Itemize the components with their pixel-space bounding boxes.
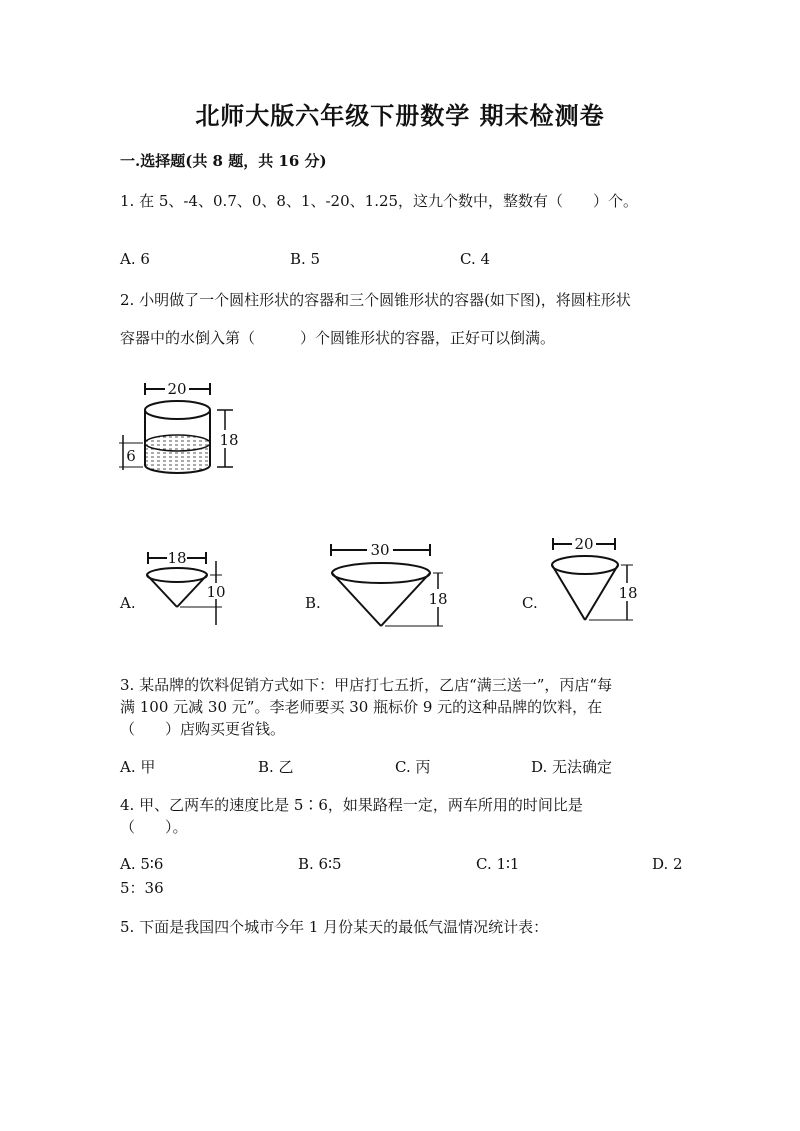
question-3-line-3: （ ）店购买更省钱。 (120, 720, 286, 738)
section-heading: 一.选择题(共 8 题，共 16 分) (120, 152, 327, 170)
q3-option-b: B. 乙 (258, 758, 294, 776)
cylinder-water-label: 6 (126, 447, 136, 465)
cylinder-diameter-label: 20 (167, 380, 187, 398)
page-title: 北师大版六年级下册数学 期末检测卷 (195, 101, 605, 130)
q4-option-d: D. 2 (652, 855, 683, 873)
q4-option-b: B. 6∶5 (298, 855, 342, 873)
q2-option-c: C. (522, 594, 538, 612)
cone-a-height-label: 10 (206, 583, 226, 601)
cone-a-figure (140, 545, 240, 630)
cone-b-height-label: 18 (428, 590, 448, 608)
q4-option-d-continued: 5：36 (120, 879, 164, 897)
cone-b-diameter-label: 30 (370, 541, 390, 559)
q1-option-b: B. 5 (290, 250, 321, 268)
question-1-text: 1. 在 5、-4、0.7、0、8、1、-20、1.25，这九个数中，整数有（ ）个。 (120, 192, 639, 210)
question-4-line-2: （ ）。 (120, 818, 188, 836)
question-3-line-1: 3. 某品牌的饮料促销方式如下：甲店打七五折，乙店“满三送一”，丙店“每 (120, 676, 613, 694)
question-5-text: 5. 下面是我国四个城市今年 1 月份某天的最低气温情况统计表： (120, 918, 549, 936)
cone-c-height-label: 18 (618, 584, 638, 602)
cone-b-figure (325, 538, 455, 633)
cylinder-figure (115, 375, 255, 485)
cone-a-diameter-label: 18 (167, 549, 187, 567)
q4-option-a: A. 5∶6 (120, 855, 164, 873)
question-3-line-2: 满 100 元减 30 元”。李老师要买 30 瓶标价 9 元的这种品牌的饮料，在 (120, 698, 603, 716)
q4-option-c: C. 1∶1 (476, 855, 520, 873)
question-4-line-1: 4. 甲、乙两车的速度比是 5∶6，如果路程一定，两车所用的时间比是 (120, 796, 583, 814)
q2-option-a: A. (120, 594, 136, 612)
q3-option-a: A. 甲 (120, 758, 156, 776)
q1-option-c: C. 4 (460, 250, 491, 268)
q3-option-d: D. 无法确定 (531, 758, 613, 776)
cone-c-diameter-label: 20 (574, 535, 594, 553)
cone-c-figure (545, 530, 655, 630)
q3-option-c: C. 丙 (395, 758, 431, 776)
q1-option-a: A. 6 (120, 250, 150, 268)
q2-option-b: B. (305, 594, 321, 612)
cylinder-height-label: 18 (219, 431, 239, 449)
question-2-line-2: 容器中的水倒入第（ ）个圆锥形状的容器，正好可以倒满。 (120, 329, 556, 347)
question-2-line-1: 2. 小明做了一个圆柱形状的容器和三个圆锥形状的容器(如下图)，将圆柱形状 (120, 291, 631, 309)
